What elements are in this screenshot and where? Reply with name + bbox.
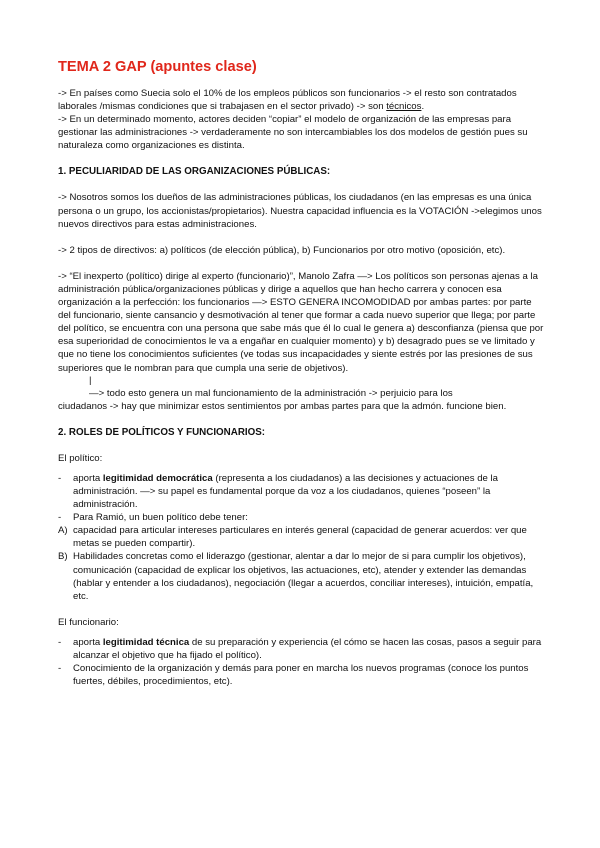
section-1-paragraph-4: —> todo esto genera un mal funcionamiento de la administración -> perjuicio para los ciudadanos -> hay que minimizar estos sentimientos por ambas partes para que la admón. funcione bien. <box>58 387 507 412</box>
list-item: - Para Ramió, un buen político debe tener: <box>58 512 248 524</box>
funcionario-label: El funcionario: <box>58 616 119 628</box>
list-item: - aporta legitimidad técnica de su preparación y experiencia (el cómo se hacen las cosas, pasos a seguir para alcanzar el objetivo que ha fijado el político). <box>58 636 542 661</box>
connector-pipe: | <box>89 374 92 386</box>
section-1-heading: 1. PECULIARIDAD DE LAS ORGANIZACIONES PÚBLICAS: <box>58 166 331 178</box>
section-1-paragraph-3: -> “El inexperto (político) dirige al experto (funcionario)”, Manolo Zafra —> Los políticos son personas ajenas a la administración pública/organizaciones públicas y dirige a aquellos que han hecho carrera y conocen esa organización a la perfección: los funcionarios —> ESTO GENERA INCOMODIDAD por ambas partes: por parte del funcionario, siente cansancio y desmotivación al tener que formar a cada nuevo superior que llega; por parte del político, se encuentra con una persona que sabe más que él lo cual le genera a) desconfianza (piensa que por esa superioridad de conocimientos le va a engañar en cualquier momento) y b) desagrado pues se ve limitado y que no tiene los conocimientos suficientes (ve todas sus incapacidades y siente estrés por las presiones de sus superiores que le nombran para que cumpla una serie de objetivos). <box>58 270 544 374</box>
list-item: - Conocimiento de la organización y demás para poner en marcha los nuevos programas (conoce los puntos fuertes, débiles, procedimientos, etc). <box>58 663 529 688</box>
intro-paragraph-1: -> En países como Suecia solo el 10% de los empleos públicos son funcionarios -> el resto son contratados laborales /mismas condiciones que si trabajasen en el sector privado) -> son técnicos. <box>58 88 517 113</box>
section-2-heading: 2. ROLES DE POLÍTICOS Y FUNCIONARIOS: <box>58 426 266 438</box>
intro-paragraph-2: -> En un determinado momento, actores deciden “copiar” el modelo de organización de las empresas para gestionar las administraciones -> verdaderamente no son intercambiables los dos modelos de gestión pues su naturaleza como organizaciones es distinta. <box>58 114 528 152</box>
politico-label: El político: <box>58 452 103 464</box>
section-1-paragraph-1: -> Nosotros somos los dueños de las administraciones públicas, los ciudadanos (en las empresas es una única persona o un grupo, los accionistas/propietarios). Nuestra capacidad influencia es la VOTACIÓN ->elegimos unos nuevos directivos para estas administraciones. <box>58 192 542 230</box>
list-item: B) Habilidades concretas como el liderazgo (gestionar, alentar a dar lo mejor de si para cumplir los objetivos), comunicación (capacidad de explicar los objetivos, las actuaciones, etc), atender y extender las demandas (hablar y entender a los ciudadanos), negociación (llegar a acuerdos, conciliar intereses), intuición, empatía, etc. <box>58 551 534 602</box>
document-title: TEMA 2 GAP (apuntes clase) <box>58 59 257 75</box>
section-1-paragraph-2: -> 2 tipos de directivos: a) políticos (de elección pública), b) Funcionarios por otro motivo (oposición, etc). <box>58 244 506 256</box>
document-body <box>58 58 545 688</box>
list-item: A) capacidad para articular intereses particulares en interés general (capacidad de generar acuerdos: ver que metas se pueden compartir). <box>58 525 527 550</box>
underlined-term: técnicos <box>386 101 422 113</box>
list-item: - aporta legitimidad democrática (representa a los ciudadanos) a las decisiones y actuaciones de la administración. —> su papel es fundamental porque da voz a los ciudadanos, quienes “poseen” la administración. <box>58 472 499 511</box>
